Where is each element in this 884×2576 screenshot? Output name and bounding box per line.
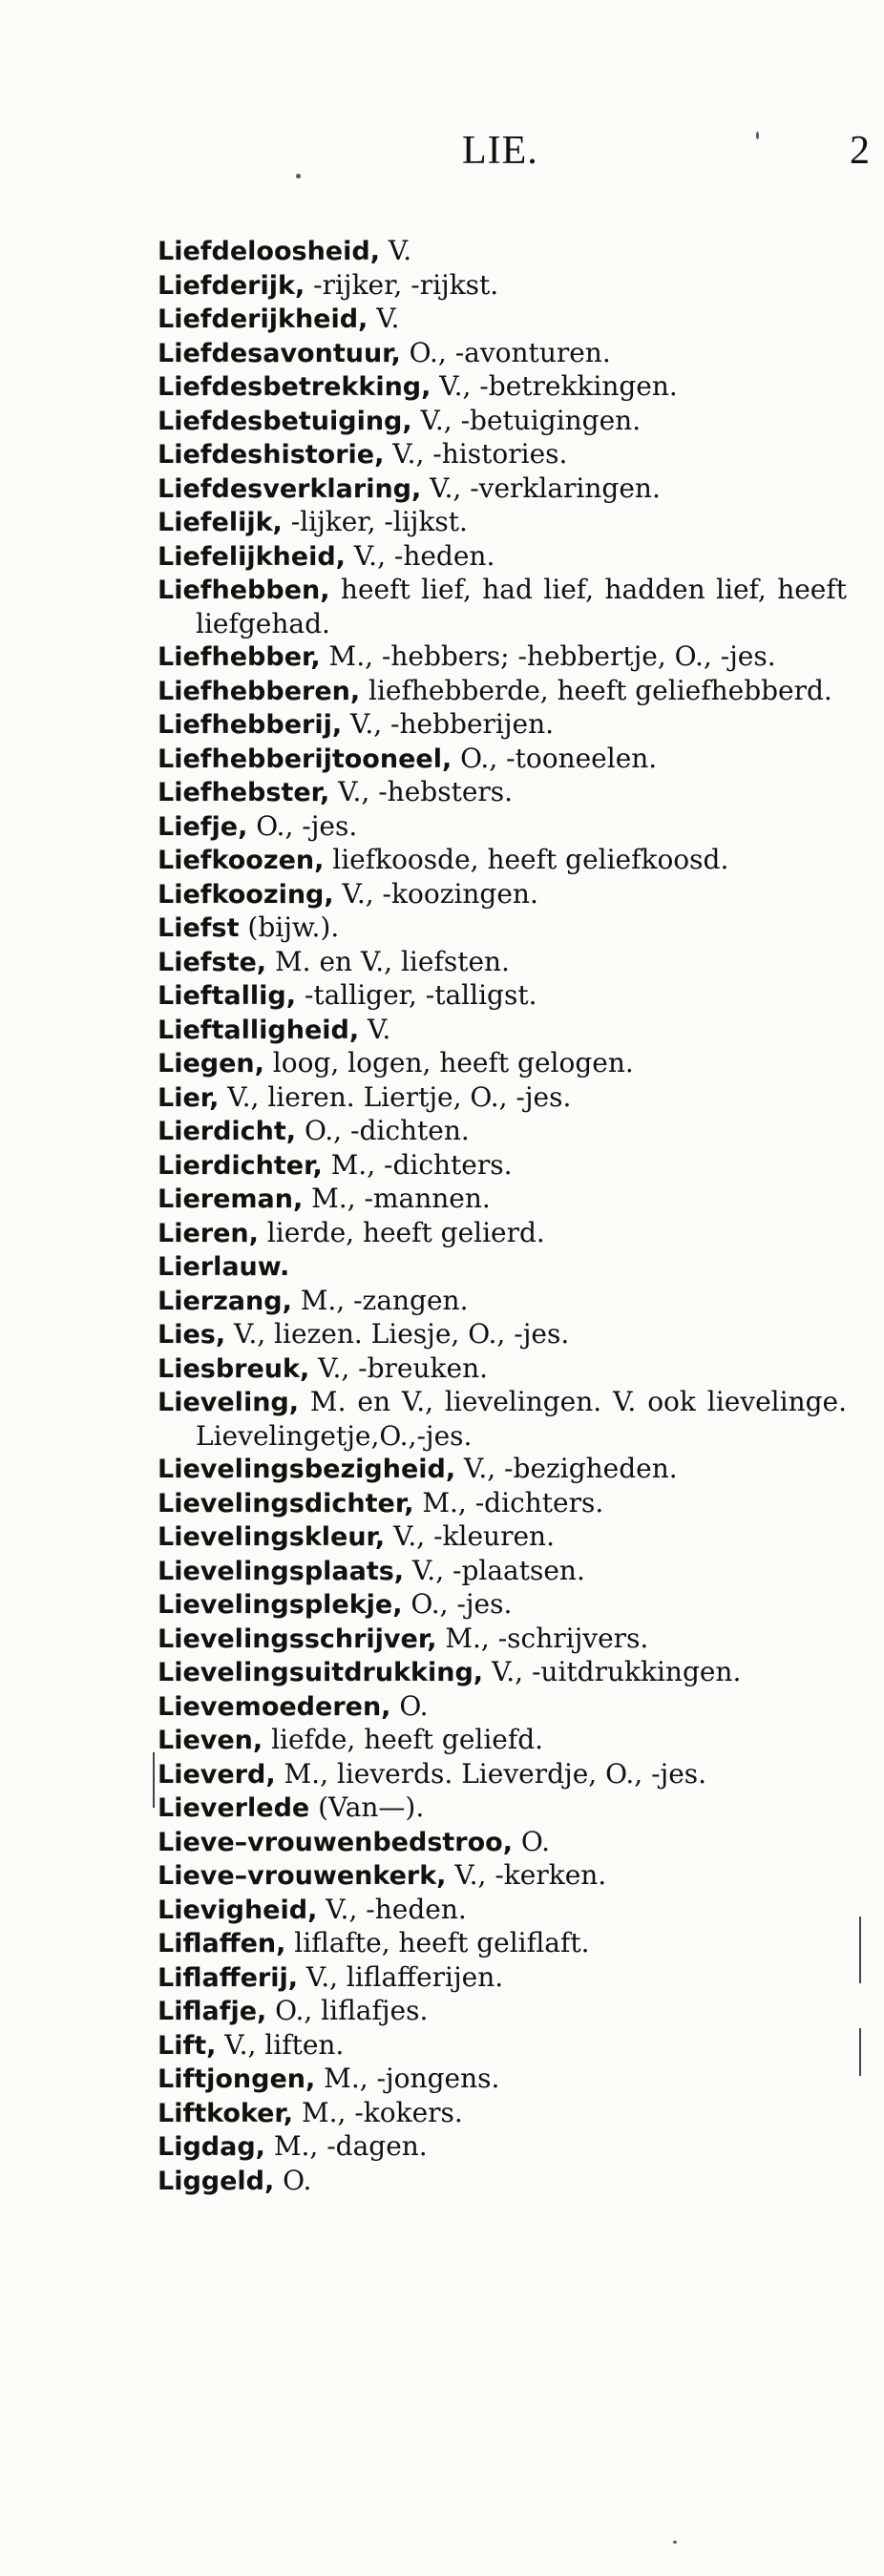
- entry-headword: Liefhebberen,: [158, 676, 361, 706]
- entry-definition: V., -betuigingen.: [411, 404, 642, 436]
- entry-headword: Liegen,: [158, 1049, 264, 1079]
- entry-definition: O.: [390, 1689, 429, 1722]
- entry-headword: Lievelingsplaats,: [158, 1556, 405, 1586]
- dictionary-entry: [158, 2063, 847, 2097]
- entry-definition: V., -hebsters.: [329, 776, 514, 807]
- entry-definition: V.: [379, 235, 412, 266]
- entry-headword: Lievelingskleur,: [158, 1522, 386, 1552]
- entry-headword: Liefkoozen,: [158, 846, 325, 875]
- dictionary-entry: [158, 743, 847, 777]
- dictionary-entry: [158, 370, 847, 405]
- entry-definition: liefhebberde, heeft geliefhebberd.: [360, 674, 832, 706]
- dictionary-entry: [158, 506, 847, 540]
- entry-headword: Liefhebster,: [158, 778, 330, 807]
- entry-definition: V., -betrekkingen.: [431, 370, 678, 402]
- entry-headword: Liefdesbetrekking,: [158, 372, 431, 402]
- entry-definition: V., -uitdrukkingen.: [483, 1656, 742, 1687]
- dictionary-entry: [158, 1217, 847, 1251]
- entry-headword: Liggeld,: [158, 2166, 275, 2196]
- entry-headword: Lievelingsplekje,: [158, 1590, 403, 1620]
- entry-definition: M., -hebbers; -hebbertje, O., -jes.: [320, 640, 776, 672]
- dictionary-entry: [158, 2097, 847, 2131]
- entry-definition: O., -dichten.: [296, 1115, 470, 1146]
- entry-definition: V.: [368, 303, 400, 334]
- dictionary-entry: [158, 303, 847, 337]
- entry-definition: -talliger, -talligst.: [296, 979, 537, 1011]
- entry-definition: liefde, heeft geliefd.: [263, 1724, 544, 1755]
- entry-definition: V., -heden.: [345, 539, 495, 572]
- entry-definition: V., -verklaringen.: [421, 471, 661, 504]
- entry-definition: V., -kerken.: [446, 1859, 607, 1891]
- margin-line: [859, 2028, 861, 2076]
- dictionary-entry: [158, 946, 847, 980]
- entry-definition: V., -plaatsen.: [404, 1554, 585, 1586]
- dictionary-entry: [158, 1859, 847, 1894]
- dictionary-entry: [158, 810, 847, 845]
- dictionary-entry: [158, 1014, 847, 1048]
- entry-definition: V., -koozingen.: [333, 877, 538, 910]
- entry-definition: M., -zangen.: [291, 1284, 469, 1316]
- margin-line: [153, 1752, 155, 1808]
- entry-definition: O., -jes.: [402, 1588, 513, 1620]
- entry-headword: Liefderijk,: [158, 270, 305, 301]
- entry-headword: Liefderijkheid,: [158, 304, 368, 334]
- entry-definition: O., -tooneelen.: [452, 742, 658, 774]
- entry-headword: Lievelingsuitdrukking,: [158, 1658, 484, 1687]
- entry-headword: Lier,: [158, 1082, 220, 1113]
- dictionary-entry: [158, 405, 847, 439]
- entry-definition: M., -dichters.: [413, 1486, 604, 1518]
- entry-headword: Liefdesverklaring,: [158, 473, 422, 504]
- dictionary-entry: [158, 1250, 847, 1285]
- dictionary-entry: [158, 1318, 847, 1352]
- entry-headword: Lift,: [158, 2030, 217, 2061]
- entry-definition: lierde, heeft gelierd.: [258, 1216, 545, 1248]
- entry-headword: Liflafferij,: [158, 1962, 298, 1993]
- entry-headword: Lieve–vrouwenkerk,: [158, 1861, 447, 1891]
- entry-headword: Liefelijk,: [158, 508, 283, 537]
- dictionary-entry: [158, 472, 847, 507]
- entry-headword: Liefdesavontuur,: [158, 338, 401, 368]
- dictionary-entry: [158, 1047, 847, 1081]
- dictionary-entry: [158, 1555, 847, 1589]
- dictionary-entry: [158, 979, 847, 1014]
- dictionary-entry: [158, 2165, 847, 2199]
- entry-definition: M., -mannen.: [303, 1183, 491, 1214]
- entry-definition: O., -jes.: [247, 809, 358, 842]
- entry-headword: Liefhebberij,: [158, 710, 343, 740]
- entry-headword: Liefje,: [158, 811, 248, 842]
- entry-definition: M., -jongens.: [315, 2063, 500, 2094]
- dictionary-entry: [158, 2029, 847, 2063]
- dictionary-entry: [158, 1115, 847, 1149]
- entry-headword: Lieftalligheid,: [158, 1015, 360, 1045]
- dictionary-entry: [158, 1995, 847, 2029]
- dictionary-entry: [158, 438, 847, 472]
- dictionary-entry: [158, 1453, 847, 1487]
- dictionary-entry: [158, 1724, 847, 1758]
- entry-headword: Liefst: [158, 913, 240, 943]
- page-number: 2: [850, 129, 870, 173]
- dictionary-entry: [158, 1588, 847, 1623]
- entry-headword: Lierdicht,: [158, 1117, 297, 1146]
- dictionary-entry: [158, 1656, 847, 1690]
- entry-headword: Lieveling,: [158, 1388, 299, 1417]
- entry-headword: Liefkoozing,: [158, 879, 334, 910]
- entry-headword: Liereman,: [158, 1184, 304, 1214]
- dictionary-entry: [158, 1386, 847, 1453]
- dictionary-entry: [158, 269, 847, 304]
- entry-definition: O.: [274, 2164, 312, 2196]
- entry-headword: Lievelingsschrijver,: [158, 1623, 437, 1654]
- entry-definition: O., liflafjes.: [266, 1995, 429, 2026]
- entry-definition: heeft lief, had lief, hadden lief, heeft liefgehad.: [196, 574, 847, 639]
- entry-definition: V., lieren. Liertje, O., -jes.: [219, 1080, 572, 1113]
- dictionary-entry: [158, 2130, 847, 2165]
- entry-definition: V., liflafferijen.: [297, 1960, 504, 1993]
- entry-definition: liflafte, heeft geliflaft.: [285, 1927, 590, 1958]
- entry-headword: Lieve–vrouwenbedstroo,: [158, 1827, 513, 1857]
- entry-headword: Lieven,: [158, 1726, 263, 1755]
- entry-headword: Lierdichter,: [158, 1150, 323, 1181]
- entry-definition: O.: [512, 1825, 551, 1857]
- entry-definition: (bijw.).: [239, 911, 340, 943]
- dictionary-entry: [158, 675, 847, 709]
- entry-definition: V., liezen. Liesje, O., -jes.: [225, 1318, 570, 1350]
- dictionary-entry: [158, 1758, 847, 1792]
- dictionary-entry: [158, 540, 847, 575]
- dictionary-entry: [158, 1826, 847, 1860]
- entry-headword: Lievelingsdichter,: [158, 1488, 414, 1518]
- entry-headword: Ligdag,: [158, 2132, 265, 2162]
- print-speck: [296, 174, 301, 178]
- entry-definition: V., liften.: [216, 2028, 345, 2061]
- dictionary-entry: [158, 235, 847, 269]
- entry-headword: Liefelijkheid,: [158, 541, 346, 572]
- entry-headword: Liefdesbetuiging,: [158, 406, 412, 436]
- entry-definition: V., -heden.: [317, 1893, 467, 1925]
- dictionary-entry: [158, 776, 847, 810]
- entry-headword: Lieftallig,: [158, 981, 296, 1011]
- dictionary-entry: [158, 1352, 847, 1387]
- entry-headword: Liefste,: [158, 947, 267, 977]
- dictionary-entry: [158, 1520, 847, 1555]
- entry-definition: M. en V., lievelingen. V. ook lievelinge. Lievelingetje,O.,-jes.: [196, 1386, 847, 1452]
- entry-headword: Liesbreuk,: [158, 1353, 310, 1384]
- entry-definition: O., -avonturen.: [400, 336, 611, 368]
- running-head-word: LIE.: [462, 129, 538, 173]
- entry-headword: Lievigheid,: [158, 1895, 318, 1925]
- entry-definition: V., -breuken.: [309, 1351, 489, 1384]
- entry-definition: V.: [359, 1013, 391, 1045]
- entry-headword: Lievemoederen,: [158, 1691, 391, 1722]
- dictionary-entries: [158, 235, 847, 2198]
- dictionary-entry: [158, 708, 847, 743]
- entry-headword: Lieren,: [158, 1218, 259, 1248]
- entry-headword: Liefdeloosheid,: [158, 237, 380, 266]
- dictionary-entry: [158, 1927, 847, 1961]
- entry-headword: Lierzang,: [158, 1286, 292, 1316]
- entry-headword: Liftjongen,: [158, 2064, 316, 2094]
- print-speck: [756, 132, 759, 139]
- entry-headword: Liefhebberijtooneel,: [158, 743, 453, 774]
- dictionary-entry: [158, 1487, 847, 1521]
- dictionary-entry: [158, 1894, 847, 1928]
- entry-definition: M., -dichters.: [322, 1148, 513, 1181]
- dictionary-entry: [158, 1285, 847, 1319]
- entry-definition: M., -dagen.: [264, 2130, 428, 2162]
- dictionary-entry: [158, 1690, 847, 1725]
- dictionary-entry: [158, 1149, 847, 1183]
- entry-definition: V., -kleuren.: [385, 1520, 555, 1552]
- entry-headword: Lierlauw.: [158, 1252, 290, 1282]
- entry-headword: Liefhebber,: [158, 642, 321, 672]
- entry-definition: (Van—).: [309, 1791, 425, 1823]
- entry-headword: Lieverd,: [158, 1759, 276, 1790]
- entry-headword: Liflafje,: [158, 1997, 267, 2026]
- dictionary-entry: [158, 640, 847, 675]
- print-speck: [673, 2541, 677, 2544]
- entry-definition: M., -schrijvers.: [436, 1622, 649, 1654]
- dictionary-entry: [158, 1623, 847, 1657]
- dictionary-entry: [158, 878, 847, 912]
- entry-definition: -lijker, -lijkst.: [282, 506, 468, 537]
- entry-definition: V., -bezigheden.: [455, 1453, 678, 1484]
- entry-headword: Liefhebben,: [158, 576, 330, 605]
- dictionary-entry: [158, 1183, 847, 1217]
- entry-definition: -rijker, -rijkst.: [305, 268, 499, 301]
- entry-headword: Lieverlede: [158, 1793, 310, 1823]
- entry-headword: Liflaffen,: [158, 1929, 286, 1958]
- dictionary-entry: [158, 1081, 847, 1116]
- dictionary-entry: [158, 911, 847, 946]
- dictionary-entry: [158, 1791, 847, 1826]
- entry-headword: Liftkoker,: [158, 2098, 294, 2128]
- entry-definition: V., -hebberijen.: [342, 708, 555, 740]
- entry-headword: Liefdeshistorie,: [158, 440, 385, 470]
- dictionary-entry: [158, 337, 847, 371]
- entry-definition: loog, logen, heeft gelogen.: [263, 1047, 634, 1079]
- entry-definition: M., lieverds. Lieverdje, O., -jes.: [275, 1757, 707, 1790]
- dictionary-entry: [158, 574, 847, 640]
- margin-line: [859, 1916, 861, 1983]
- dictionary-entry: [158, 1961, 847, 1996]
- entry-definition: M. en V., liefsten.: [266, 945, 510, 977]
- entry-definition: V., -histories.: [384, 438, 568, 470]
- entry-headword: Lievelingsbezigheid,: [158, 1455, 456, 1484]
- entry-headword: Lies,: [158, 1320, 226, 1350]
- dictionary-entry: [158, 844, 847, 878]
- entry-definition: liefkoosde, heeft geliefkoosd.: [324, 844, 729, 875]
- entry-definition: M., -kokers.: [293, 2096, 463, 2128]
- running-head: [0, 122, 884, 179]
